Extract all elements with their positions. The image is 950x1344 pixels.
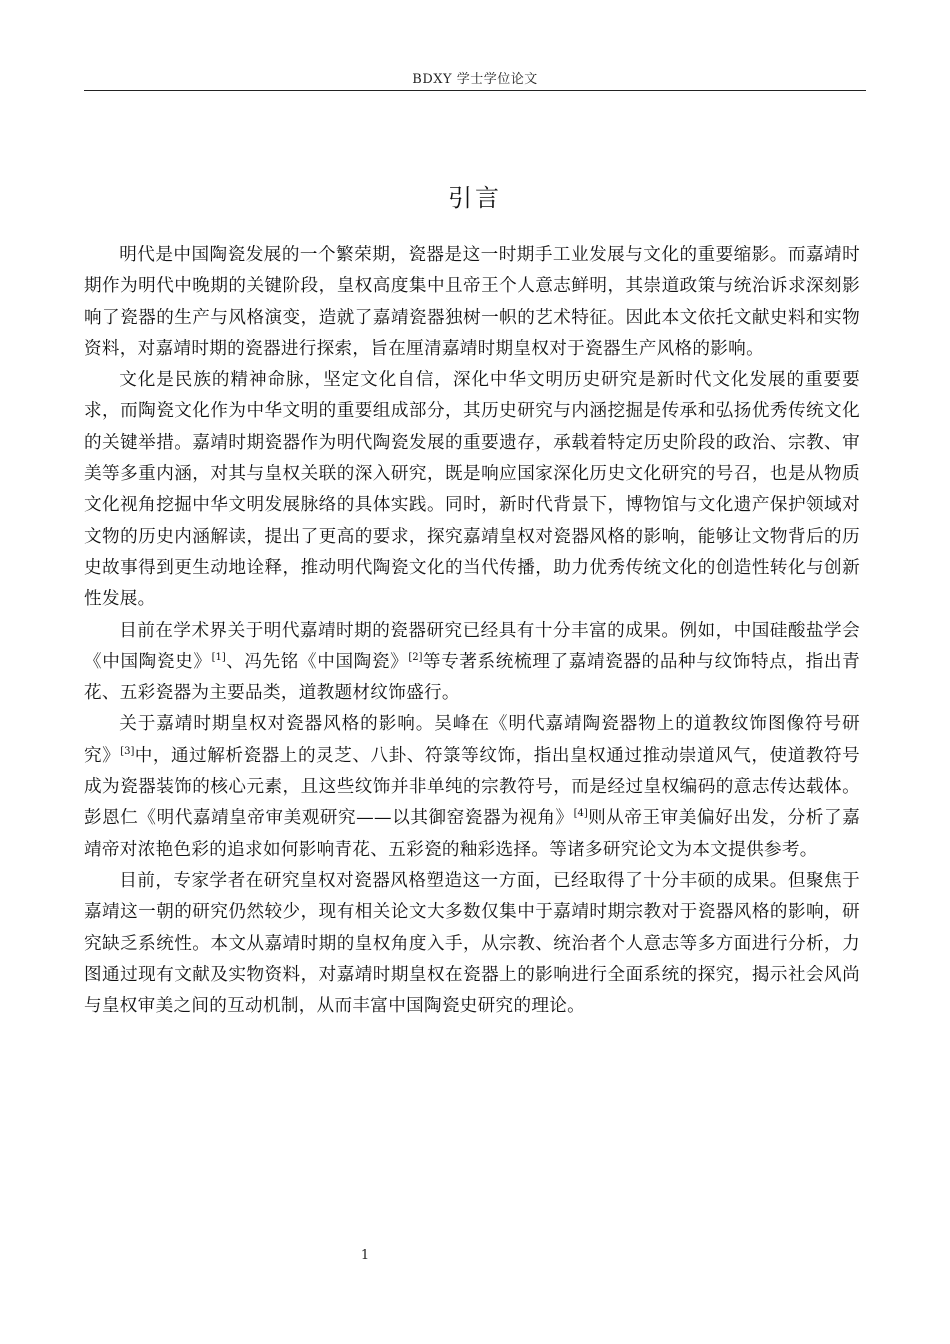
paragraph-3-text-c: 等专著系统梳理了嘉靖瓷器的品种与纹饰特点，指出青花、五彩瓷器为主要品类，道教题材纹饰盛行。 <box>84 651 860 704</box>
paragraph-5: 目前，专家学者在研究皇权对瓷器风格塑造这一方面，已经取得了十分丰硕的成果。但聚焦于嘉靖这一朝的研究仍然较少，现有相关论文大多数仅集中于嘉靖时期宗教对于瓷器风格的影响，研究缺乏系统性。本文从嘉靖时期的皇权角度入手，从宗教、统治者个人意志等多方面进行分析，力图通过现有文献及实物资料，对嘉靖时期皇权在瓷器上的影响进行全面系统的探究，揭示社会风尚与皇权审美之间的互动机制，从而丰富中国陶瓷史研究的理论。 <box>84 870 860 1017</box>
page-number: 1 <box>360 1248 370 1263</box>
paragraph-3-text-b: 、冯先铭《中国陶瓷》 <box>225 651 409 672</box>
paragraph-4 <box>84 709 860 865</box>
running-header: BDXY 学士学位论文 <box>412 72 538 87</box>
body-text <box>84 240 860 1022</box>
paragraph-4-text-b: 中，通过解析瓷器上的灵芝、八卦、符箓等纹饰，指出皇权通过推动崇道风气，使道教符号成为瓷器装饰的核心元素，且这些纹饰并非单纯的宗教符号，而是经过皇权编码的意志传达载体。彭恩仁《明代嘉靖皇帝审美观研究——以其御窑瓷器为视角》 <box>84 745 860 829</box>
paragraph-1: 明代是中国陶瓷发展的一个繁荣期，瓷器是这一时期手工业发展与文化的重要缩影。而嘉靖时期作为明代中晚期的关键阶段，皇权高度集中且帝王个人意志鲜明，其崇道政策与统治诉求深刻影响了瓷器的生产与风格演变，造就了嘉靖瓷器独树一帜的艺术特征。因此本文依托文献史料和实物资料，对嘉靖时期的瓷器进行探索，旨在厘清嘉靖时期皇权对于瓷器生产风格的影响。 <box>84 245 860 359</box>
citation-ref-3: [3] <box>120 745 135 757</box>
paragraph-2: 文化是民族的精神命脉，坚定文化自信，深化中华文明历史研究是新时代文化发展的重要要求，而陶瓷文化作为中华文明的重要组成部分，其历史研究与内涵挖掘是传承和弘扬优秀传统文化的关键举措。嘉靖时期瓷器作为明代陶瓷发展的重要遗存，承载着特定历史阶段的政治、宗教、审美等多重内涵，对其与皇权关联的深入研究，既是响应国家深化历史文化研究的号召，也是从物质文化视角挖掘中华文明发展脉络的具体实践。同时，新时代背景下，博物馆与文化遗产保护领域对文物的历史内涵解读，提出了更高的要求，探究嘉靖皇权对瓷器风格的影响，能够让文物背后的历史故事得到更生动地诠释，推动明代陶瓷文化的当代传播，助力优秀传统文化的创造性转化与创新性发展。 <box>84 370 860 610</box>
citation-ref-1: [1] <box>211 651 226 663</box>
paragraph-3 <box>84 616 860 710</box>
citation-ref-2: [2] <box>408 651 423 663</box>
citation-ref-4: [4] <box>573 808 588 820</box>
paragraph-4-text-c: 则从帝王审美偏好出发，分析了嘉靖帝对浓艳色彩的追求如何影响青花、五彩瓷的釉彩选择。等诸多研究论文为本文提供参考。 <box>84 808 860 860</box>
paragraph-3-text-a: 目前在学术界关于明代嘉靖时期的瓷器研究已经具有十分丰富的成果。例如，中国硅酸盐学会《中国陶瓷史》 <box>84 620 860 672</box>
section-title: 引言 <box>448 184 502 212</box>
header-rule <box>84 90 866 91</box>
paragraph-4-text-a: 关于嘉靖时期皇权对瓷器风格的影响。吴峰在《明代嘉靖陶瓷器物上的道教纹饰图像符号研究》 <box>84 714 860 766</box>
